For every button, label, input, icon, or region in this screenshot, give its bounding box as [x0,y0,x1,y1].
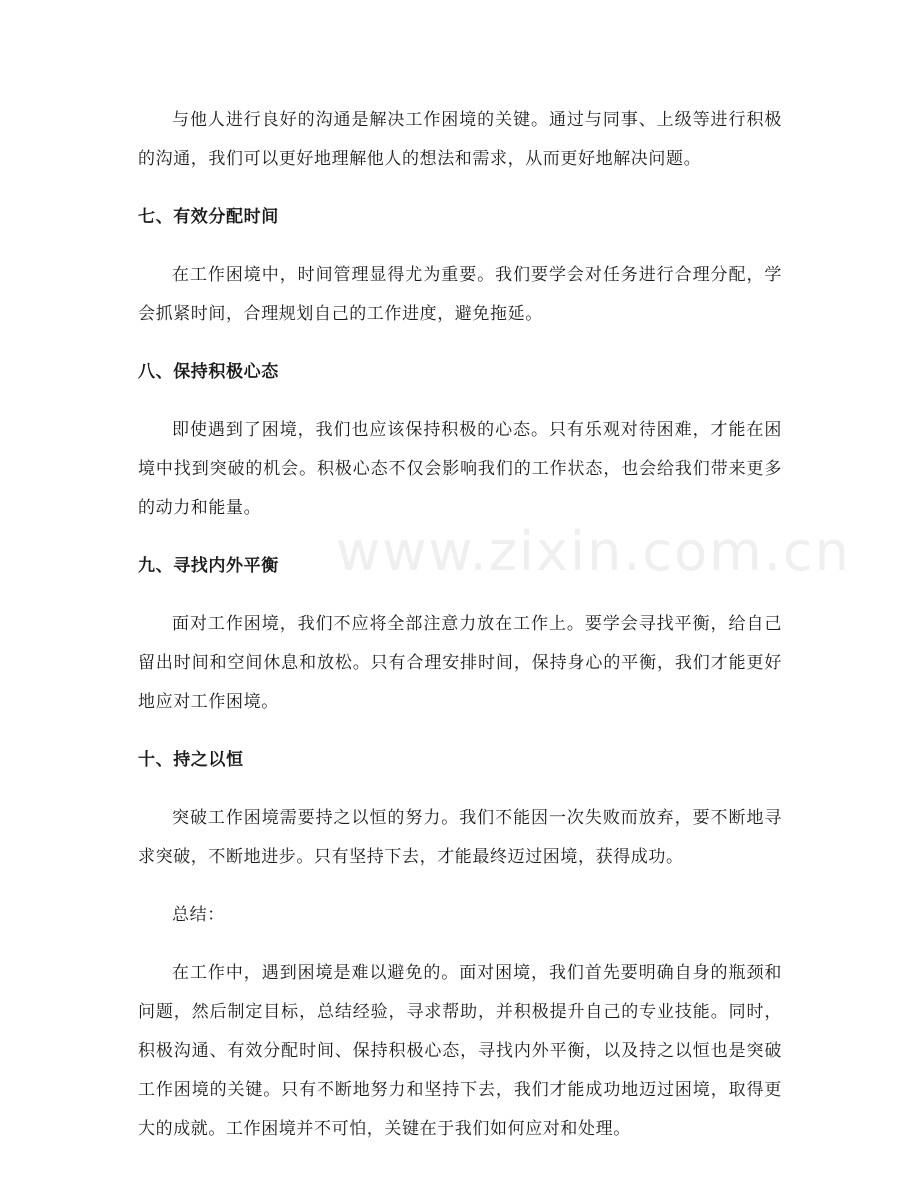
paragraph-summary: 在工作中，遇到困境是难以避免的。面对困境，我们首先要明确自身的瓶颈和问题，然后制定目标，总结经验，寻求帮助，并积极提升自己的专业技能。同时，积极沟通、有效分配时间、保持积极心态，寻找内外平衡，以及持之以恒也是突破工作困境的关键。只有不断地努力和坚持下去，我们才能成功地迈过困境，取得更大的成就。工作困境并不可怕，关键在于我们如何应对和处理。 [138,963,782,1139]
watermark-text: www.zixin.com.cn [336,520,851,583]
paragraph-positive-mindset: 即使遇到了困境，我们也应该保持积极的心态。只有乐观对待困难，才能在困境中找到突破的机会。积极心态不仅会影响我们的工作状态，也会给我们带来更多的动力和能量。 [138,420,782,518]
paragraph-balance: 面对工作困境，我们不应将全部注意力放在工作上。要学会寻找平衡，给自己留出时间和空间休息和放松。只有合理安排时间，保持身心的平衡，我们才能更好地应对工作困境。 [138,614,782,712]
heading-time-allocation: 七、有效分配时间 [138,207,279,227]
summary-label: 总结： [172,905,225,925]
heading-balance: 九、寻找内外平衡 [138,556,279,576]
paragraph-time-allocation: 在工作困境中，时间管理显得尤为重要。我们要学会对任务进行合理分配，学会抓紧时间，合理规划自己的工作进度，避免拖延。 [138,265,782,324]
paragraph-communication: 与他人进行良好的沟通是解决工作困境的关键。通过与同事、上级等进行积极的沟通，我们可以更好地理解他人的想法和需求，从而更好地解决问题。 [138,110,782,169]
heading-positive-mindset: 八、保持积极心态 [138,362,279,382]
heading-persistence: 十、持之以恒 [138,750,244,770]
paragraph-persistence: 突破工作困境需要持之以恒的努力。我们不能因一次失败而放弃，要不断地寻求突破，不断地进步。只有坚持下去，才能最终迈过困境，获得成功。 [138,808,782,867]
